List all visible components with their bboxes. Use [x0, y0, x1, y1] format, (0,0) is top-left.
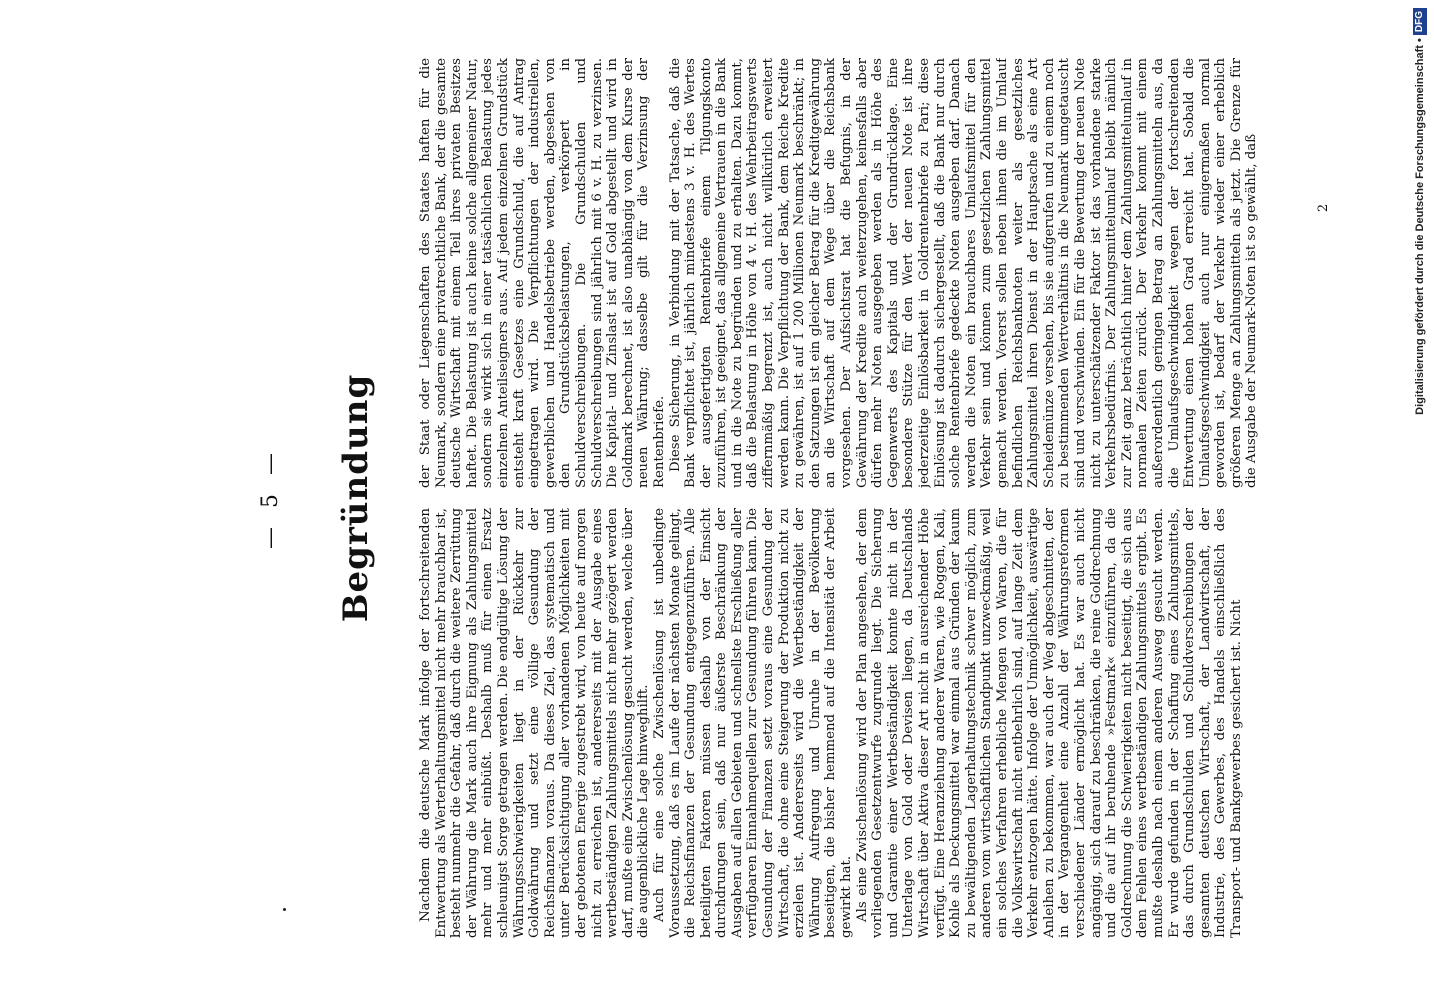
- signature-number: 2: [1316, 203, 1331, 213]
- paragraph: Auch für eine solche Zwischenlösung ist unbedingte Voraussetzung, daß es im Laufe der nächsten Monate gelingt, die Reichsfinanzen der Gesundung entgegenzuführen. Alle beteiligten Faktoren müssen deshalb von der Einsicht durchdrungen sein, daß nur äußerste Beschränkung der Ausgaben auf allen Gebieten und schnellste Erschließung aller verfügbaren Einnahmequellen zur Gesundung führen kann. Die Gesundung der Finanzen setzt voraus eine Gesundung der Wirtschaft, die ohne eine Steigerung der Produktion nicht zu erzielen ist. Andererseits wird die Wertbeständigkeit der Währung Aufregung und Unruhe in der Bevölkerung beseitigen, die bisher hemmend auf die Intensität der Arbeit gewirkt hat.: [651, 508, 855, 938]
- paragraph: der Staat oder Liegenschaften des Staates haften für die Neumark, sondern eine privatrechtliche Bank, der die gesamte deutsche Wirtschaft mit einem Teil ihres privaten Besitzes haftet. Die Belastung ist auch keine solche allgemeiner Natur, sondern sie wirkt sich in einer tatsächlichen Belastung jedes einzelnen Anteilseigners aus. Auf jedem einzelnen Grundstück entsteht kraft Gesetzes eine Grundschuld, die auf Antrag eingetragen wird. Die Verpflichtungen der industriellen, gewerblichen und Handelsbetriebe werden, abgesehen von den Grundstücksbelastungen, verkörpert in Schuldverschreibungen. Die Grundschulden und Schuldverschreibungen sind jährlich mit 6 v. H. zu verzinsen. Die Kapital- und Zinslast ist auf Gold abgestellt und wird in Goldmark berechnet, ist also unabhängig von dem Kurse der neuen Währung; dasselbe gilt für die Verzinsung der Rentenbriefe.: [418, 58, 667, 488]
- credit-line: [1408, 8, 1432, 992]
- paragraph: Nachdem die deutsche Mark infolge der fortschreitenden Entwertung als Werterhaltungsmittel nicht mehr brauchbar ist, besteht nunmehr die Gefahr, daß durch die weitere Zerrüttung der Währung die Mark auch ihre Eignung als Zahlungsmittel mehr und mehr einbüßt. Deshalb muß für einen Ersatz schleunigst Sorge getragen werden. Die endgültige Lösung der Währungsschwierigkeiten liegt in der Rückkehr zur Goldwährung und setzt eine völlige Gesundung der Reichsfinanzen voraus. Da dieses Ziel, das systematisch und unter Berücksichtigung aller vorhandenen Möglichkeiten mit der gebotenen Energie zugestrebt wird, von heute auf morgen nicht zu erreichen ist, andererseits mit der Ausgabe eines wertbeständigen Zahlungsmittels nicht mehr gezögert werden darf, mußte eine Zwischenlösung gesucht werden, welche über die augenblickliche Lage hinweghilft.: [418, 508, 652, 938]
- paragraph: Als eine Zwischenlösung wird der Plan angesehen, der dem vorliegenden Gesetzentwurfe zugrunde liegt. Die Sicherung und Garantie einer Wertbeständigkeit konnte nicht in der Unterlage von Gold oder Devisen liegen, da Deutschlands Wirtschaft über Aktiva dieser Art nicht in ausreichender Höhe verfügt. Eine Heranziehung anderer Waren, wie Roggen, Kali, Kohle als Deckungsmittel war einmal aus Gründen der kaum zu bewältigenden Lagerhaltungstechnik schwer möglich, zum anderen vom wirtschaftlichen Standpunkt unzweckmäßig, weil ein solches Verfahren erhebliche Mengen von Waren, die für die Volkswirtschaft nicht entbehrlich sind, auf lange Zeit dem Verkehr entzogen hätte. Infolge der Unmöglichkeit, auswärtige Anleihen zu bekommen, war auch der Weg abgeschnitten, der in der Vergangenheit eine Anzahl der Währungsreformen verschiedener Länder ermöglicht hat. Es war auch nicht angängig, sich darauf zu beschränken, die reine Goldrechnung und die auf ihr beruhende »Festmark« einzuführen, da die Goldrechnung die Schwierigkeiten nicht beseitigt, die sich aus dem Fehlen eines wertbeständigen Zahlungsmittels ergibt. Es mußte deshalb nach einem anderen Ausweg gesucht werden. Er wurde gefunden in der Schaffung eines Zahlungsmittels, das durch Grundschulden und Schuldverschreibungen der gesamten deutschen Wirtschaft, der Landwirtschaft, der Industrie, des Gewerbes, des Handels einschließlich des Transport- und Bankgewerbes gesichert ist. Nicht: [854, 508, 1244, 938]
- paragraph: Diese Sicherung, in Verbindung mit der Tatsache, daß die Bank verpflichtet ist, jährlich mindestens 3 v. H. des Wertes der ausgefertigten Rentenbriefe einem Tilgungskonto zuzuführen, ist geeignet, das allgemeine Vertrauen in die Bank und in die Note zu begründen und zu erhalten. Dazu kommt, daß die Belastung in Höhe von 4 v. H. des Wehrbeitragswerts ziffernmäßig begrenzt ist, auch nicht willkürlich erweitert werden kann. Die Verpflichtung der Bank, dem Reiche Kredite zu gewähren, ist auf 1 200 Millionen Neumark beschränkt; in den Satzungen ist ein gleicher Betrag für die Kreditgewährung an die Wirtschaft auf dem Wege über die Reichsbank vorgesehen. Der Aufsichtsrat hat die Befugnis, in der Gewährung der Kredite auch weiterzugehen, keinesfalls aber dürfen mehr Noten ausgegeben werden als in Höhe des Gegenwerts des Kapitals und der Grundrücklage. Eine besondere Stütze für den Wert der neuen Note ist ihre jederzeitige Einlösbarkeit in Goldrentenbriefe zu Pari; diese Einlösung ist dadurch sichergestellt, daß die Bank nur durch solche Rentenbriefe gedeckte Noten ausgeben darf. Danach werden die Noten ein brauchbares Umlaufsmittel für den Verkehr sein und können zum gesetzlichen Zahlungsmittel gemacht werden. Vorerst sollen neben ihnen die im Umlauf befindlichen Reichsbanknoten weiter als gesetzliches Zahlungsmittel ihren Dienst in der Hauptsache als eine Art Scheidemünze versehen, bis sie aufgerufen und zu einem noch zu bestimmenden Wertverhältnis in die Neumark umgetauscht sind und verschwinden. Ein für die Bewertung der neuen Note nicht zu unterschätzender Faktor ist das vorhandene starke Verkehrsbedürfnis. Der Zahlungsmittelumlauf bleibt nämlich zur Zeit ganz beträchtlich hinter dem Zahlungsmittelumlauf in normalen Zeiten zurück. Der Verkehr kommt mit einem außerordentlich geringen Betrag an Zahlungsmitteln aus, da die Umlaufsgeschwindigkeit wegen der fortschreitenden Entwertung einen hohen Grad erreicht hat. Sobald die Umlaufsgeschwindigkeit auch nur einigermaßen normal geworden ist, bedarf der Verkehr wieder einer erheblich größeren Menge an Zahlungsmitteln als jetzt. Die Grenze für die Ausgabe der Neumark-Noten ist so gewählt, daß: [667, 58, 1260, 488]
- rotated-page: [248, 38, 1346, 958]
- text-column-left: [418, 508, 1338, 938]
- credit-text: Digitalisierung gefördert durch die Deutsche Forschungsgemeinschaft •: [1414, 38, 1426, 415]
- page-title: Begründung: [336, 373, 376, 623]
- digitization-credit: [1386, 8, 1434, 992]
- dfg-logo: DFG: [1413, 8, 1427, 35]
- page-number-header: — 5 —: [258, 447, 283, 549]
- text-column-right: [418, 58, 1338, 488]
